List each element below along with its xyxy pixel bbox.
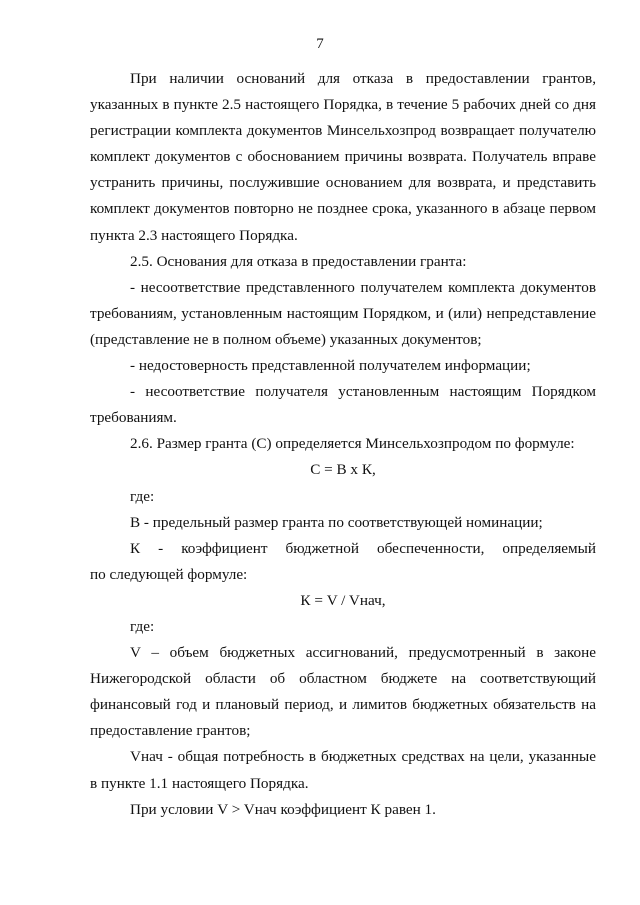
formula-coefficient: К = V / Vнач, <box>300 591 386 609</box>
paragraph-grant-return: При наличии оснований для отказа в предоставлении грантов, указанных в пункте 2.5 настоящего Порядка, в течение 5 рабочих дней со дня регистрации комплекта документов Минсельхозпрод возвращает получателю комплект документов с обоснованием причины возврата. Получатель вправе устранить причины, послужившие основанием для возврата, и представить комплект документов повторно не позднее срока, указанного в абзаце первом пункта 2.3 настоящего Порядка. <box>90 70 596 244</box>
where-label: где: <box>130 487 155 505</box>
definition-b: В - предельный размер гранта по соответствующей номинации; <box>130 513 543 531</box>
list-item-documents-mismatch: - несоответствие представленного получателем комплекта документов требованиям, установленным настоящим Порядком, и (или) непредставление (представление не в полном объеме) указанных документов; <box>90 278 596 348</box>
definition-k-continued: по следующей формуле: <box>90 565 248 583</box>
list-item-info-unreliable: - недостоверность представленной получателем информации; <box>130 357 531 375</box>
definition-k: К - коэффициент бюджетной обеспеченности, определяемый <box>130 539 596 557</box>
list-item-recipient-mismatch: - несоответствие получателя установленным настоящим Порядком требованиям. <box>90 383 596 427</box>
definition-v: V – объем бюджетных ассигнований, предусмотренный в законе Нижегородской области об областном бюджете на соответствующий финансовый год и плановый период, и лимитов бюджетных обязательств на предоставление грантов; <box>90 644 596 740</box>
document-body <box>90 66 596 823</box>
where-label-2: где: <box>130 617 155 635</box>
definition-vnach: Vнач - общая потребность в бюджетных средствах на цели, указанные в пункте 1.1 настоящего Порядка. <box>90 748 596 792</box>
page-number: 7 <box>316 36 324 52</box>
paragraph-2-6-heading: 2.6. Размер гранта (С) определяется Минсельхозпродом по формуле: <box>130 435 575 453</box>
formula-grant-size: С = В х К, <box>310 461 376 479</box>
paragraph-2-5-heading: 2.5. Основания для отказа в предоставлении гранта: <box>130 252 467 270</box>
condition-k-equals-one: При условии V > Vнач коэффициент К равен 1. <box>130 800 436 818</box>
